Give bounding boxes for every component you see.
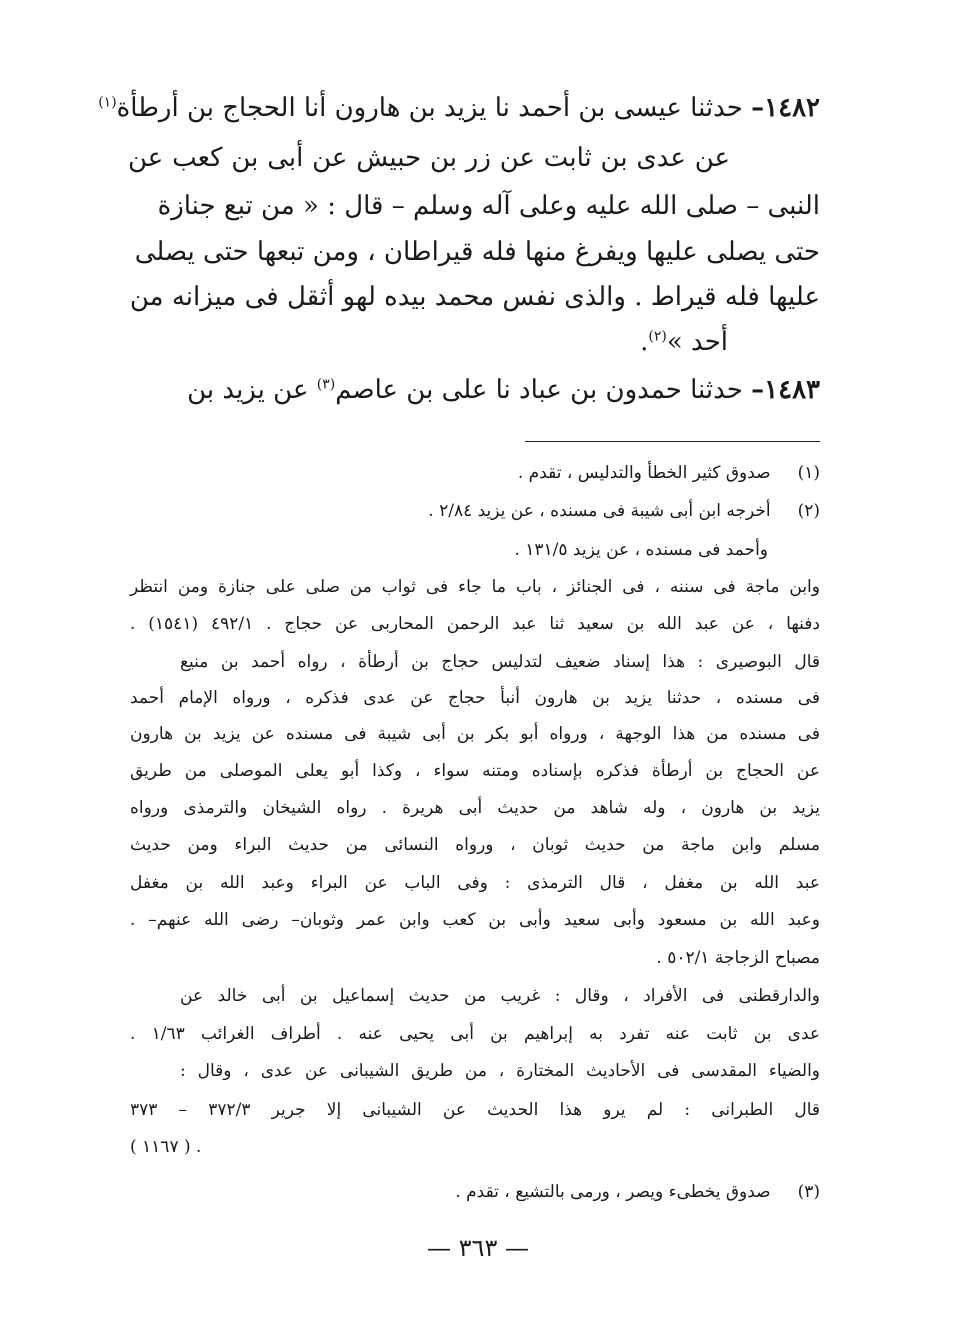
footnote-line: وابن ماجة فى سننه ، فى الجنائز ، باب ما جاء فى ثواب من صلى على جنازة ومن انتظر <box>130 577 820 597</box>
footnote-number: (١) <box>797 463 820 483</box>
hadith-1482-line-5: عليها فله قيراط . والذى نفس محمد بيده لهو أثقل فى ميزانه من <box>129 282 820 312</box>
footnote-separator <box>525 441 820 442</box>
footnote-2 <box>130 497 820 525</box>
hadith-1482-line-3: النبى – صلى الله عليه وعلى آله وسلم – قال : « من تبع جنازة <box>157 191 820 221</box>
footnote-line: ( ١١٦٧ ) . <box>130 1137 202 1157</box>
footnote-line: عبد الله بن مغفل ، قال الترمذى : وفى الباب عن البراء وعبد الله بن مغفل <box>130 873 820 893</box>
hadith-text: حدثنا عيسى بن أحمد نا يزيد بن هارون أنا الحجاج بن أرطأة <box>116 93 743 123</box>
hadith-1483-line-1 <box>130 370 820 410</box>
footnote-line: مصباح الزجاجة ٥٠٢/١ . <box>656 948 820 968</box>
hadith-text: حدثنا حمدون بن عباد نا على بن عاصم <box>335 375 743 405</box>
footnote-number: (٢) <box>797 501 820 521</box>
footnote-ref: (٣) <box>316 376 336 393</box>
hadith-1482-line-4: حتى يصلى عليها ويفرغ منها فله قيراطان ، ومن تبعها حتى يصلى <box>134 237 820 267</box>
footnote-ref: (١) <box>98 94 117 111</box>
footnote-3 <box>130 1178 820 1206</box>
footnote-text: صدوق كثير الخطأ والتدليس ، تقدم . <box>517 463 771 483</box>
footnote-line: فى مسنده من هذا الوجهة ، ورواه أبو بكر بن أبى شيبة فى مسنده عن يزيد بن هارون <box>130 724 820 744</box>
footnote-text: أخرجه ابن أبى شيبة فى مسنده ، عن يزيد ٢/٨٤ . <box>428 501 771 521</box>
hadith-number: ١٤٨٣– <box>751 375 820 405</box>
footnote-line: قال البوصيرى : هذا إسناد ضعيف لتدليس حجاج بن أرطأة ، رواه أحمد بن منيع <box>180 652 820 672</box>
hadith-1482-line-6 <box>428 322 728 362</box>
footnote-line: يزيد بن هارون ، وله شاهد من حديث أبى هريرة . رواه الشيخان والترمذى ورواه <box>130 798 820 818</box>
footnote-line: فى مسنده ، حدثنا يزيد بن هارون أنبأ حجاج عن عدى فذكره ، ورواه الإمام أحمد <box>130 688 820 708</box>
footnote-line: وأحمد فى مسنده ، عن يزيد ١٣١/٥ . <box>514 540 768 560</box>
hadith-1482-line-2: عن عدى بن ثابت عن زر بن حبيش عن أبى بن كعب عن <box>128 143 730 173</box>
hadith-text: عن يزيد بن <box>187 375 309 405</box>
footnote-line: والدارقطنى فى الأفراد ، وقال : غريب من حديث إسماعيل بن أبى خالد عن <box>180 986 820 1006</box>
hadith-number: ١٤٨٢– <box>751 93 820 123</box>
footnote-line: عدى بن ثابت عنه تفرد به إبراهيم بن أبى يحيى عنه . أطراف الغرائب ١/٦٣ . <box>130 1024 821 1044</box>
footnote-ref: (٢) <box>648 328 667 345</box>
footnote-line: دفنها ، عن عبد الله بن سعيد ثنا عبد الرحمن المحاربى عن حجاج . ٤٩٢/١ (١٥٤١) . <box>130 614 820 634</box>
footnote-line: والضياء المقدسى فى الأحاديث المختارة ، من طريق الشيبانى عن عدى ، وقال : <box>180 1061 820 1081</box>
page-number: — ٣٦٣ — <box>427 1234 529 1262</box>
footnote-line: وعبد الله بن مسعود وأبى سعيد وأبى بن كعب وابن عمر وثوبان– رضى الله عنهم– . <box>130 910 820 930</box>
hadith-end: . <box>640 327 649 357</box>
footnote-number: (٣) <box>797 1182 820 1202</box>
footnote-1 <box>130 459 820 487</box>
footnote-line: عن الحجاج بن أرطأة فذكره بإسناده ومتنه سواء ، وكذا أبو يعلى الموصلى من طريق <box>130 761 820 781</box>
hadith-1482-line-1 <box>98 88 820 128</box>
hadith-text: أحد » <box>666 327 728 357</box>
footnote-line: مسلم وابن ماجة من حديث ثوبان ، ورواه النسائى من حديث البراء ومن حديث <box>130 835 820 855</box>
footnote-text: صدوق يخطىء ويصر ، ورمى بالتشيع ، تقدم . <box>455 1182 771 1202</box>
footnote-line: قال الطبرانى : لم يرو هذا الحديث عن الشيبانى إلا جرير ٣٧٢/٣ – ٣٧٣ <box>130 1100 820 1120</box>
